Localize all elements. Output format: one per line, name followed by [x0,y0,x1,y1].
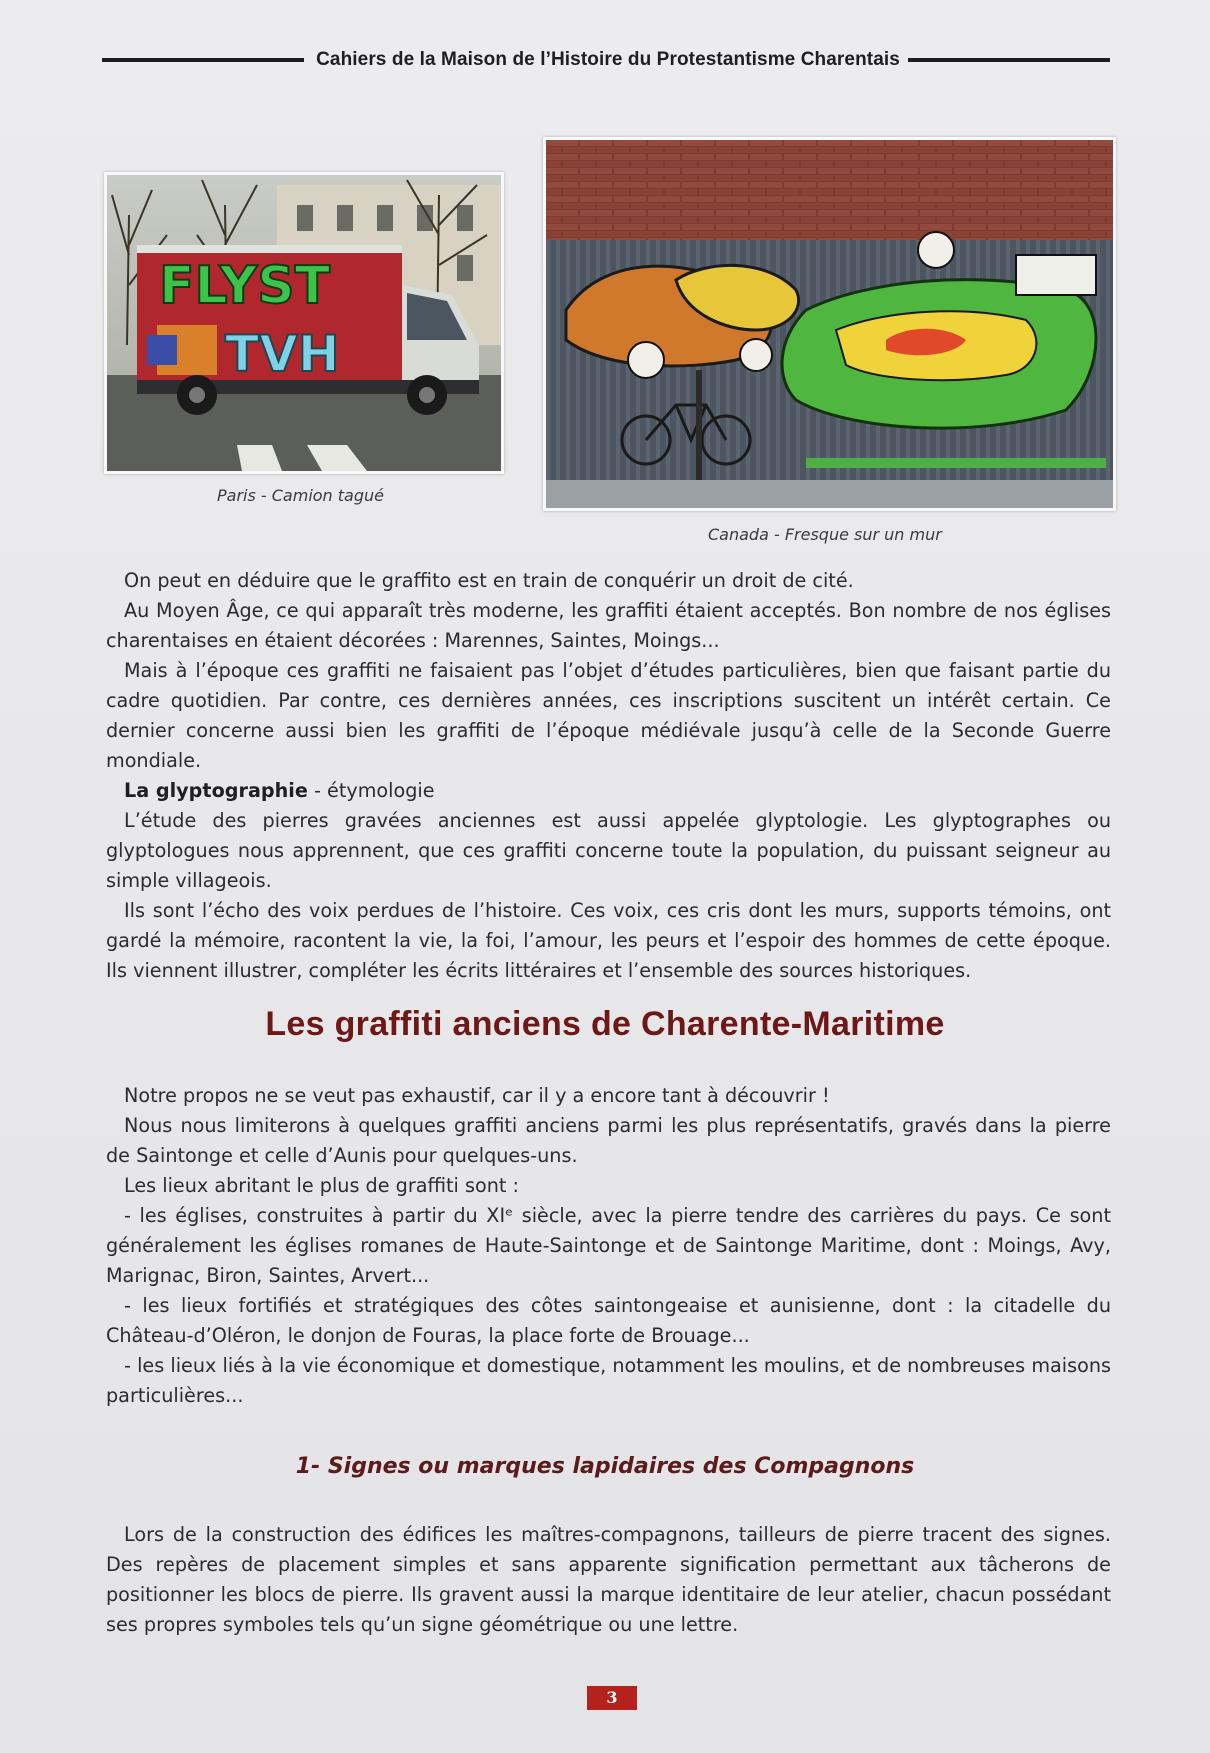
truck-photo-image [107,175,501,471]
glyptographie-line [106,776,1111,806]
wall-photo [543,137,1116,511]
header-rule-left [102,58,304,62]
paragraph: L’étude des pierres gravées anciennes est aussi appelée glyptologie. Les glyptographes ou glyptologues nous apprennent, que ces graffiti concerne toute la population, du puissant seigneur au simple villageois. [106,809,1111,892]
list-item: - les églises, construites à partir du XIᵉ siècle, avec la pierre tendre des carrières du pays. Ce sont généralement les églises romanes de Haute-Saintonge et de Saintonge Maritime, dont : Moings, Avy, Marignac, Biron, Saintes, Arvert... [106,1204,1111,1287]
paragraph: Mais à l’époque ces graffiti ne faisaient pas l’objet d’études particulières, bien que faisant partie du cadre quotidien. Par contre, ces dernières années, ces inscriptions suscitent un intérêt certain. Ce dernier concerne aussi bien les graffiti de l’époque médiévale jusqu’à celle de la Seconde Guerre mondiale. [106,659,1111,772]
header-title: Cahiers de la Maison de l’Histoire du Protestantisme Charentais [316,49,900,70]
list-item: - les lieux fortifiés et stratégiques des côtes saintongeaise et aunisienne, dont : la citadelle du Château-d’Oléron, le donjon de Fouras, la place forte de Brouage... [106,1294,1111,1347]
wall-caption: Canada - Fresque sur un mur [708,525,942,544]
paragraph: Au Moyen Âge, ce qui apparaît très moderne, les graffiti étaient acceptés. Bon nombre de nos églises charentaises en étaient décorées : Marennes, Saintes, Moings... [106,599,1111,652]
header-rule-right [908,58,1110,62]
compagnons-text [106,1520,1111,1640]
paragraph: Nous nous limiterons à quelques graffiti anciens parmi les plus représentatifs, gravés dans la pierre de Saintonge et celle d’Aunis pour quelques-uns. [106,1114,1111,1167]
glyptographie-label: La glyptographie [124,779,308,802]
running-header [102,40,1110,80]
main-heading: Les graffiti anciens de Charente-Maritime [265,1005,945,1043]
paragraph: On peut en déduire que le graffito est en train de conquérir un droit de cité. [124,569,854,592]
glyptographie-rest: - étymologie [307,779,435,802]
page-number: 3 [587,1686,637,1710]
wall-photo-image [546,140,1113,508]
truck-photo [104,172,504,474]
paragraph: Notre propos ne se veut pas exhaustif, car il y a encore tant à découvrir ! [124,1084,830,1107]
paragraph: Ils sont l’écho des voix perdues de l’histoire. Ces voix, ces cris dont les murs, supports témoins, ont gardé la mémoire, racontent la vie, la foi, l’amour, les peurs et l’espoir des hommes de cette époque. Ils viennent illustrer, compléter les écrits littéraires et l’ensemble des sources historiques. [106,899,1111,982]
places-text [106,1081,1111,1411]
sub-heading: 1- Signes ou marques lapidaires des Compagnons [295,1454,915,1479]
truck-tag-bottom: TVH [225,325,340,383]
paragraph: Les lieux abritant le plus de graffiti sont : [124,1174,519,1197]
paragraph: Lors de la construction des édifices les maîtres-compagnons, tailleurs de pierre tracent des signes. Des repères de placement simples et sans apparente signification permettant aux tâcherons de positionner les blocs de pierre. Ils gravent aussi la marque identitaire de leur atelier, chacun possédant ses propres symboles tels qu’un signe géométrique ou une lettre. [106,1523,1111,1636]
intro-text [106,566,1111,986]
truck-tag-top: FLYST [159,256,331,316]
list-item: - les lieux liés à la vie économique et domestique, notamment les moulins, et de nombreuses maisons particulières... [106,1354,1111,1407]
truck-caption: Paris - Camion tagué [217,486,384,505]
